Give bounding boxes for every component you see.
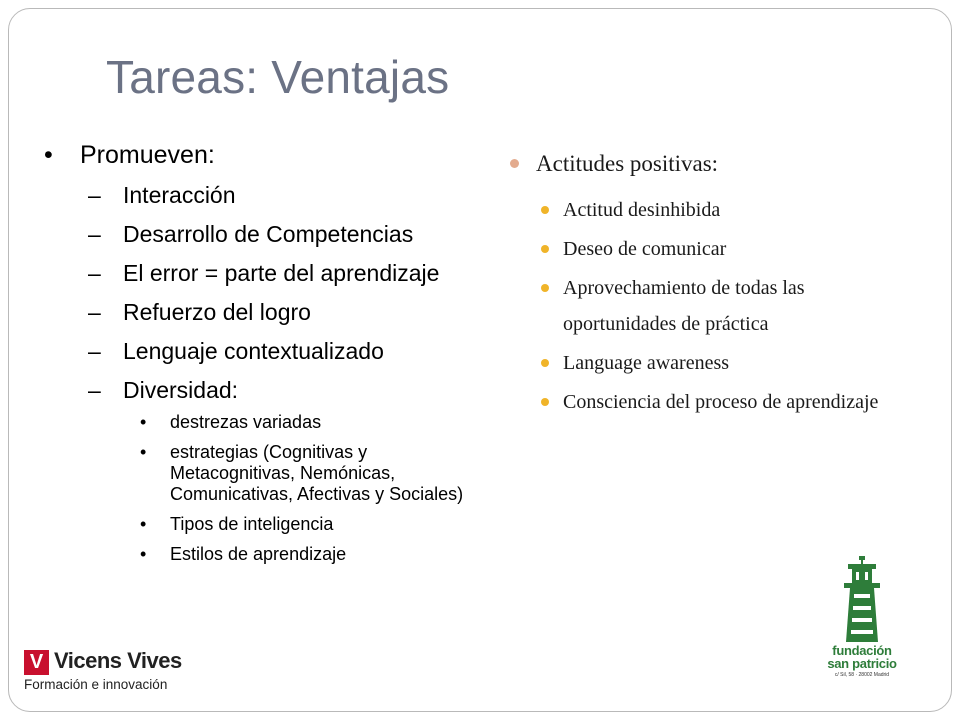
list-item [44, 217, 534, 256]
right-column [510, 148, 900, 423]
list-item-text: Lenguaje contextualizado [123, 338, 384, 364]
list-item [510, 231, 900, 267]
vicens-vives-name: Vicens Vives [54, 648, 182, 673]
bullet-dot [541, 206, 549, 214]
dash: – [88, 377, 101, 403]
dash: – [88, 221, 101, 247]
bullet-dot [541, 359, 549, 367]
list-item-text: El error = parte del aprendizaje [123, 260, 440, 286]
lighthouse-icon [822, 556, 902, 644]
list-item [44, 178, 534, 217]
list-item [510, 270, 900, 342]
bullet: • [140, 442, 147, 462]
list-item-text: Actitud desinhibida [563, 199, 721, 221]
list-item-text: Interacción [123, 182, 236, 208]
left-column [44, 138, 534, 574]
list-item-text: Language awareness [563, 352, 730, 374]
bullet-dot [541, 398, 549, 406]
list-item-text: Desarrollo de Competencias [123, 221, 414, 247]
dash: – [88, 260, 101, 286]
left-heading-row [44, 138, 534, 178]
bullet-dot [541, 245, 549, 253]
list-item [44, 373, 534, 412]
sub-list-item [44, 544, 534, 565]
sub-list-item-text: Tipos de inteligencia [170, 514, 334, 534]
list-item [44, 256, 534, 295]
bullet: • [140, 544, 147, 564]
sub-list-item-text: destrezas variadas [170, 412, 322, 432]
list-item-text: Consciencia del proceso de aprendizaje [563, 391, 879, 413]
sub-list-item-text: estrategias (Cognitivas y Metacognitivas, Nemónicas, Comunicativas, Afectivas y Sociales) [170, 442, 464, 504]
dash: – [88, 182, 101, 208]
san-patricio-line2: san patricio [827, 656, 897, 671]
right-heading-row [510, 148, 900, 180]
san-patricio-address: c/ Sil, 58 · 28002 Madrid [834, 672, 890, 678]
sub-list-item [44, 412, 534, 433]
bullet-dot [510, 159, 519, 168]
sub-list-item [44, 514, 534, 535]
list-item [510, 345, 900, 381]
slide-title: Tareas: Ventajas [106, 51, 450, 103]
list-item-text: Deseo de comunicar [563, 238, 727, 260]
bullet: • [44, 141, 53, 169]
list-item-text: Diversidad: [123, 377, 239, 403]
list-item-text: Aprovechamiento de todas las oportunidades de práctica [563, 277, 805, 335]
sub-list-item [44, 442, 534, 505]
san-patricio-line1: fundación [832, 643, 892, 658]
left-heading: Promueven: [80, 141, 215, 169]
vicens-vives-mark: V [24, 650, 49, 675]
sub-list-item-text: Estilos de aprendizaje [170, 544, 347, 564]
dash: – [88, 338, 101, 364]
dash: – [88, 299, 101, 325]
right-heading: Actitudes positivas: [536, 151, 719, 176]
list-item [44, 334, 534, 373]
bullet-dot [541, 284, 549, 292]
list-item [510, 192, 900, 228]
bullet: • [140, 514, 147, 534]
list-item [44, 295, 534, 334]
bullet: • [140, 412, 147, 432]
list-item [510, 384, 900, 420]
list-item-text: Refuerzo del logro [123, 299, 311, 325]
vicens-vives-tagline: Formación e innovación [24, 677, 168, 692]
san-patricio-logo [812, 556, 912, 686]
vicens-vives-logo [24, 648, 204, 696]
